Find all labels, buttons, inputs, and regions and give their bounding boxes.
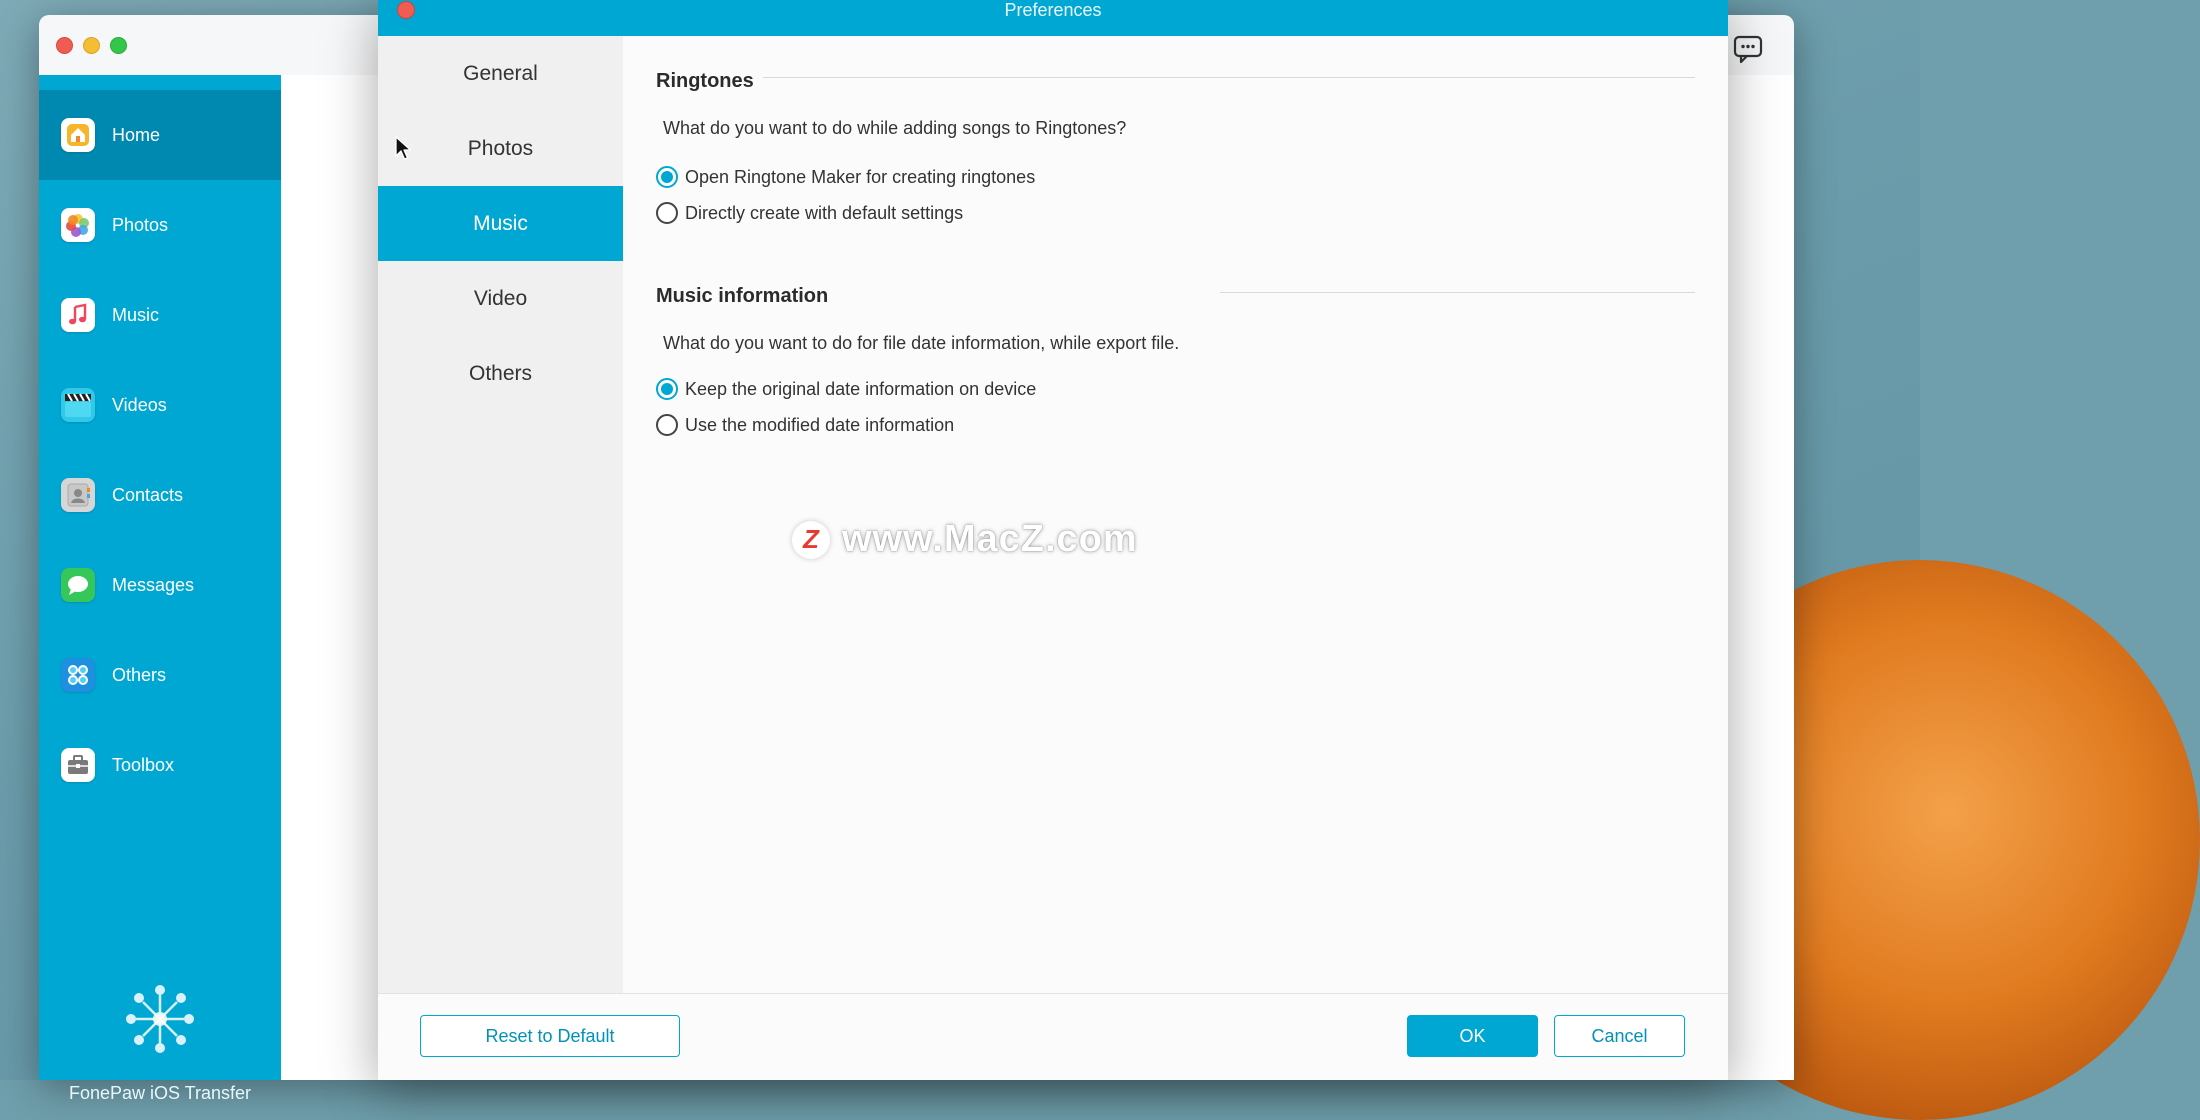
- sidebar-item-contacts[interactable]: [39, 450, 281, 540]
- ringtone-option-direct-create[interactable]: [656, 202, 963, 224]
- window-minimize-button[interactable]: [83, 37, 100, 54]
- sidebar-item-label: Photos: [112, 214, 169, 235]
- sidebar-item-photos[interactable]: [39, 180, 281, 270]
- date-option-use-modified[interactable]: [656, 414, 954, 436]
- sidebar-item-label: Contacts: [112, 484, 184, 505]
- radio-button[interactable]: [656, 414, 678, 436]
- radio-button-checked[interactable]: [656, 378, 678, 400]
- sidebar-item-label: Home: [112, 124, 161, 145]
- cancel-button[interactable]: Cancel: [1554, 1015, 1685, 1057]
- others-icon: [61, 658, 95, 692]
- photos-icon: [61, 208, 95, 242]
- sidebar-item-home[interactable]: [39, 90, 281, 180]
- ringtone-option-open-maker[interactable]: [656, 166, 1035, 188]
- dialog-titlebar: [378, 0, 1728, 36]
- tab-others[interactable]: Others: [468, 361, 533, 385]
- sidebar-item-label: Others: [112, 664, 167, 685]
- sidebar-item-music[interactable]: [39, 270, 281, 360]
- radio-label: Use the modified date information: [685, 414, 955, 435]
- window-zoom-button[interactable]: [110, 37, 127, 54]
- ringtones-question: What do you want to do while adding songs to Ringtones?: [663, 118, 1127, 138]
- tab-video[interactable]: Video: [473, 286, 528, 310]
- sidebar-item-label: Messages: [112, 574, 195, 595]
- videos-icon: [61, 388, 95, 422]
- radio-label: Directly create with default settings: [685, 202, 964, 223]
- radio-label: Open Ringtone Maker for creating ringtones: [685, 166, 1036, 187]
- contacts-icon: [61, 478, 95, 512]
- radio-button-checked[interactable]: [656, 166, 678, 188]
- dialog-title: Preferences: [1004, 0, 1102, 20]
- sidebar-item-others[interactable]: [39, 630, 281, 720]
- home-icon: [61, 118, 95, 152]
- radio-button[interactable]: [656, 202, 678, 224]
- window-controls: [56, 37, 127, 54]
- radio-label: Keep the original date information on device: [685, 378, 1037, 399]
- preferences-tab-list: [378, 36, 623, 993]
- music-icon: [61, 298, 95, 332]
- ok-button[interactable]: OK: [1407, 1015, 1538, 1057]
- date-option-keep-original[interactable]: [656, 378, 1036, 400]
- dialog-footer: [378, 993, 1728, 1080]
- section-divider: [1220, 292, 1695, 293]
- music-info-section-title: Music information: [656, 285, 829, 307]
- tab-music[interactable]: Music: [378, 186, 623, 261]
- section-divider: [763, 77, 1695, 78]
- toolbox-icon: [61, 748, 95, 782]
- app-brand-name: FonePaw iOS Transfer: [68, 1083, 252, 1103]
- feedback-chat-icon[interactable]: [1732, 33, 1764, 65]
- messages-icon: [61, 568, 95, 602]
- mouse-cursor-icon: [395, 136, 413, 162]
- window-close-button[interactable]: [56, 37, 73, 54]
- sidebar-item-videos[interactable]: [39, 360, 281, 450]
- ringtones-section-title: Ringtones: [656, 70, 754, 92]
- dialog-close-button[interactable]: [397, 1, 415, 19]
- preferences-content: [623, 36, 1728, 993]
- sidebar-item-label: Music: [112, 304, 160, 325]
- watermark: [792, 518, 1138, 561]
- reset-to-default-button[interactable]: Reset to Default: [420, 1015, 680, 1057]
- sidebar-item-messages[interactable]: [39, 540, 281, 630]
- sidebar: [39, 75, 281, 1103]
- sidebar-item-label: Videos: [112, 394, 167, 415]
- tab-general[interactable]: General: [463, 61, 538, 85]
- watermark-logo-icon: Z: [792, 521, 830, 559]
- tab-photos[interactable]: Photos: [467, 136, 534, 160]
- fonepaw-logo-icon: [121, 980, 199, 1058]
- sidebar-item-label: Toolbox: [112, 754, 175, 775]
- sidebar-item-toolbox[interactable]: [39, 720, 281, 810]
- watermark-text: www.MacZ.com: [842, 518, 1138, 560]
- music-info-question: What do you want to do for file date information, while export file.: [663, 333, 1180, 353]
